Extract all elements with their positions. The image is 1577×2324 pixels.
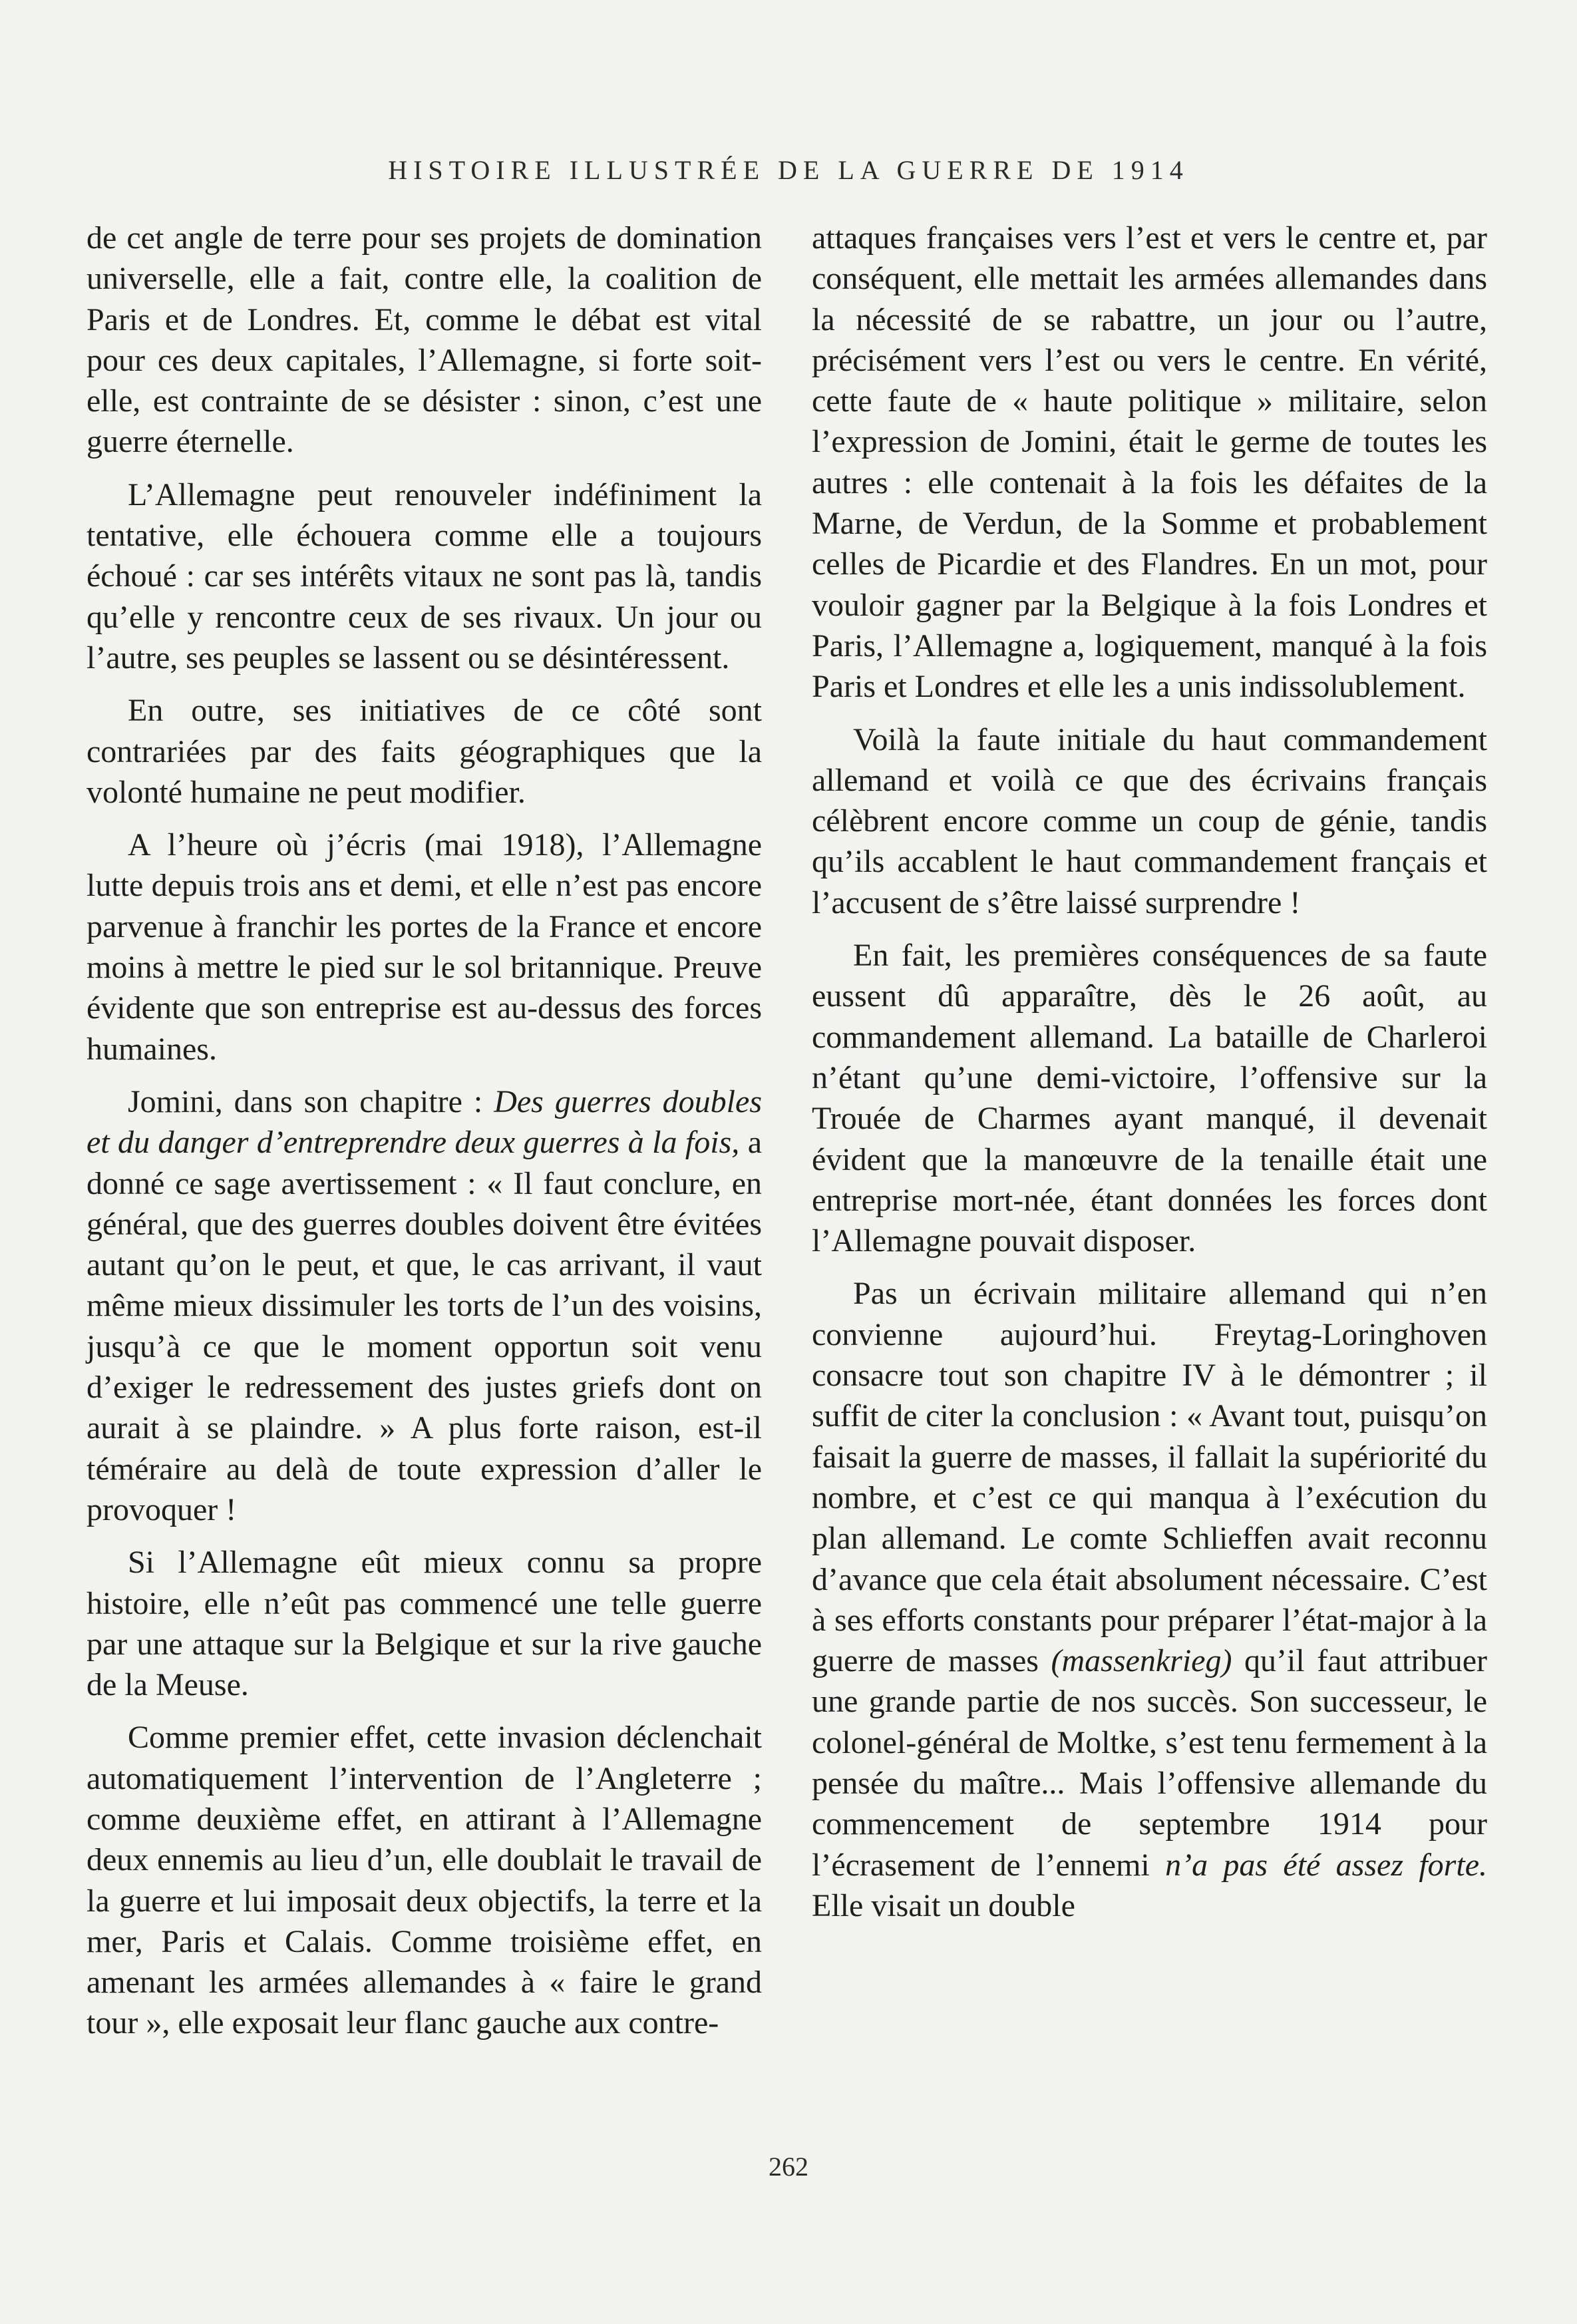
text-run: Pas un écrivain militaire allemand qui n’en convienne aujourd’hui. Freytag-Loringhoven consacre tout son chapitre IV à le démontrer ; il suffit de citer la conclusion : « Avant tout, puisqu’on faisait la guerre de masses, il fallait la supériorité du nombre, et c’est ce qui manqua à l’exécution du plan allemand. Le comte Schlieffen avait reconnu d’avance que cela était absolument nécessaire. C’est à ses efforts constants pour préparer l’état-major à la guerre de masses (812, 1276, 1487, 1679)
paragraph: L’Allemagne peut renouveler indéfiniment la tentative, elle échouera comme elle a toujours échoué : car ses intérêts vitaux ne sont pas là, tandis qu’elle y rencontre ceux de ses rivaux. Un jour ou l’autre, ses peuples se lassent ou se désintéressent. (87, 477, 762, 676)
paragraph: Voilà la faute initiale du haut commandement allemand et voilà ce que des écrivains français célèbrent encore comme un coup de génie, tandis qu’ils accablent le haut commandement français et l’accusent de s’être laissé surprendre ! (812, 721, 1487, 920)
left-column (87, 218, 762, 2056)
text-run: a donné ce sage avertissement : « Il faut conclure, en général, que des guerres doubles doivent être évitées autant qu’on le peut, et que, le cas arrivant, il vaut même mieux dissimuler les torts de l’un des voisins, jusqu’à ce que le moment opportun soit venu d’exiger le redressement des justes griefs dont on aurait à se plaindre. » A plus forte raison, est-il téméraire au delà de toute expression d’aller le provoquer ! (87, 1125, 762, 1527)
text-run: qu’il faut attribuer une grande partie de nos succès. Son successeur, le colonel-général de Moltke, s’est tenu fermement à la pensée du maître... Mais l’offensive allemande du commencement de septembre 1914 pour l’écrasement de l’ennemi (812, 1643, 1487, 1883)
paragraph (87, 1081, 762, 1530)
page-number: 262 (769, 2152, 808, 2182)
italic-term: (massenkrieg) (1051, 1643, 1232, 1679)
paragraph: de cet angle de terre pour ses projets de domination universelle, elle a fait, contre elle, la coalition de Paris et de Londres. Et, comme le débat est vital pour ces deux capitales, l’Allemagne, si forte soit-elle, est contrainte de se désister : sinon, c’est une guerre éternelle. (87, 220, 762, 460)
right-column (812, 218, 1487, 1938)
paragraph: attaques françaises vers l’est et vers le centre et, par conséquent, elle mettait les armées allemandes dans la nécessité de se rabattre, un jour ou l’autre, précisément vers l’est ou vers le centre. En vérité, cette faute de « haute politique » militaire, selon l’expression de Jomini, était le germe de toutes les autres : elle contenait à la fois les défaites de la Marne, de Verdun, de la Somme et probablement celles de Picardie et des Flandres. En un mot, pour vouloir gagner par la Belgique à la fois Londres et Paris, l’Allemagne a, logiquement, manqué à la fois Paris et Londres et elle les a unis indissolublement. (812, 220, 1487, 705)
running-title: HISTOIRE ILLUSTRÉE DE LA GUERRE DE 1914 (388, 155, 1189, 185)
italic-emphasis: n’a pas été assez forte. (1165, 1847, 1487, 1883)
paragraph (812, 1273, 1487, 1926)
text-run: Jomini, dans son chapitre : (128, 1083, 494, 1119)
paragraph: En outre, ses initiatives de ce côté sont contrariées par des faits géographiques que la volonté humaine ne peut modifier. (87, 693, 762, 810)
paragraph: A l’heure où j’écris (mai 1918), l’Allemagne lutte depuis trois ans et demi, et elle n’est pas encore parvenue à franchir les portes de la France et encore moins à mettre le pied sur le sol britannique. Preuve évidente que son entreprise est au-dessus des forces humaines. (87, 827, 762, 1067)
paragraph: Si l’Allemagne eût mieux connu sa propre histoire, elle n’eût pas commencé une telle guerre par une attaque sur la Belgique et sur la rive gauche de la Meuse. (87, 1545, 762, 1703)
italic-title: Des guerres doubles et du danger d’entreprendre deux guerres à la fois, (87, 1083, 762, 1161)
paragraph: Comme premier effet, cette invasion déclenchait automatiquement l’intervention de l’Angleterre ; comme deuxième effet, en attirant à l’Allemagne deux ennemis au lieu d’un, elle doublait le travail de la guerre et lui imposait deux objectifs, la terre et la mer, Paris et Calais. Comme troisième effet, en amenant les armées allemandes à « faire le grand tour », elle exposait leur flanc gauche aux contre- (87, 1720, 762, 2041)
text-run: Elle visait un double (812, 1887, 1075, 1923)
paragraph: En fait, les premières conséquences de sa faute eussent dû apparaître, dès le 26 août, au commandement allemand. La bataille de Charleroi n’étant qu’une demi-victoire, l’offensive sur la Trouée de Charmes ayant manqué, il devenait évident que la manœuvre de la tenaille était une entreprise mort-née, étant données les forces dont l’Allemagne pouvait disposer. (812, 938, 1487, 1259)
